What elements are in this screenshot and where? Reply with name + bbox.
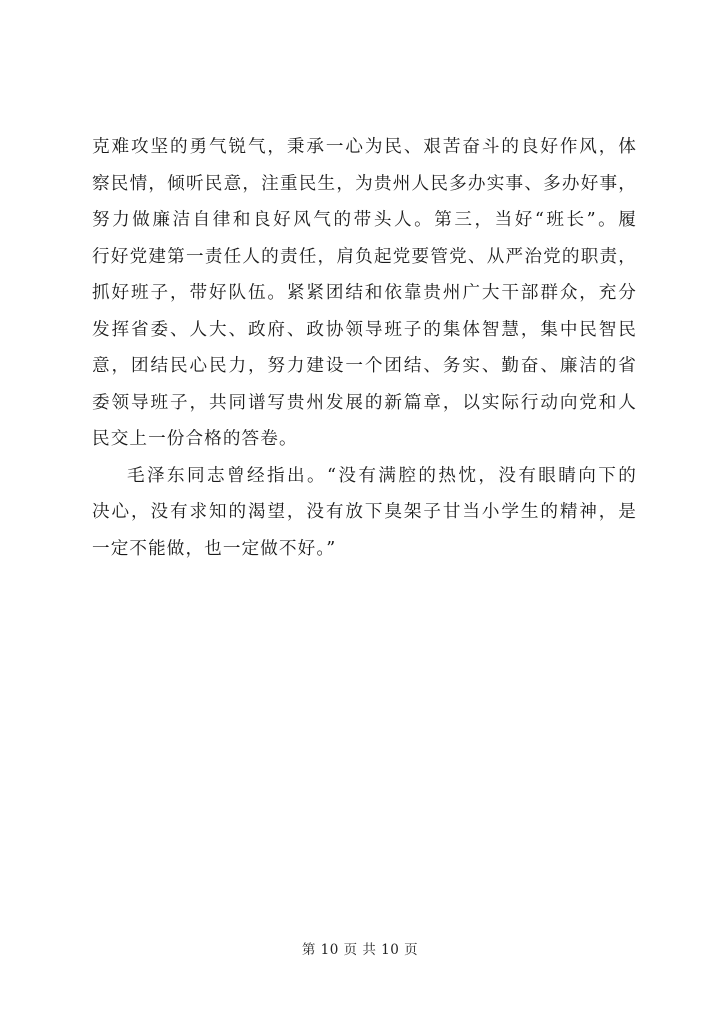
text-line: 抓好班子，带好队伍。紧紧团结和依靠贵州广大干部群众，充分 <box>92 283 637 303</box>
text-line: 努力做廉洁自律和良好风气的带头人。第三，当好“班长”。履 <box>92 210 637 230</box>
page-footer <box>0 938 720 958</box>
paragraph-2 <box>92 458 637 568</box>
text-line: 毛泽东同志曾经指出。“没有满腔的热忱，没有眼睛向下的 <box>127 465 637 486</box>
text-line: 民交上一份合格的答卷。 <box>92 429 298 449</box>
text-line: 委领导班子，共同谱写贵州发展的新篇章，以实际行动向党和人 <box>92 392 637 413</box>
text-line: 发挥省委、人大、政府、政协领导班子的集体智慧，集中民智民 <box>92 319 637 340</box>
page-number-label: 第 10 页 共 10 页 <box>301 942 419 958</box>
text-line: 意，团结民心民力，努力建设一个团结、务实、勤奋、廉洁的省 <box>92 356 637 376</box>
text-line: 察民情，倾听民意，注重民生，为贵州人民多办实事、多办好事， <box>92 173 637 194</box>
paragraph-1 <box>92 129 637 458</box>
text-line: 行好党建第一责任人的责任，肩负起党要管党、从严治党的职责， <box>92 246 637 267</box>
text-line: 一定不能做，也一定做不好。” <box>92 538 337 559</box>
document-body <box>92 129 637 567</box>
text-line: 克难攻坚的勇气锐气，秉承一心为民、艰苦奋斗的良好作风，体 <box>92 137 637 157</box>
text-line: 决心，没有求知的渴望，没有放下臭架子甘当小学生的精神，是 <box>92 502 637 522</box>
